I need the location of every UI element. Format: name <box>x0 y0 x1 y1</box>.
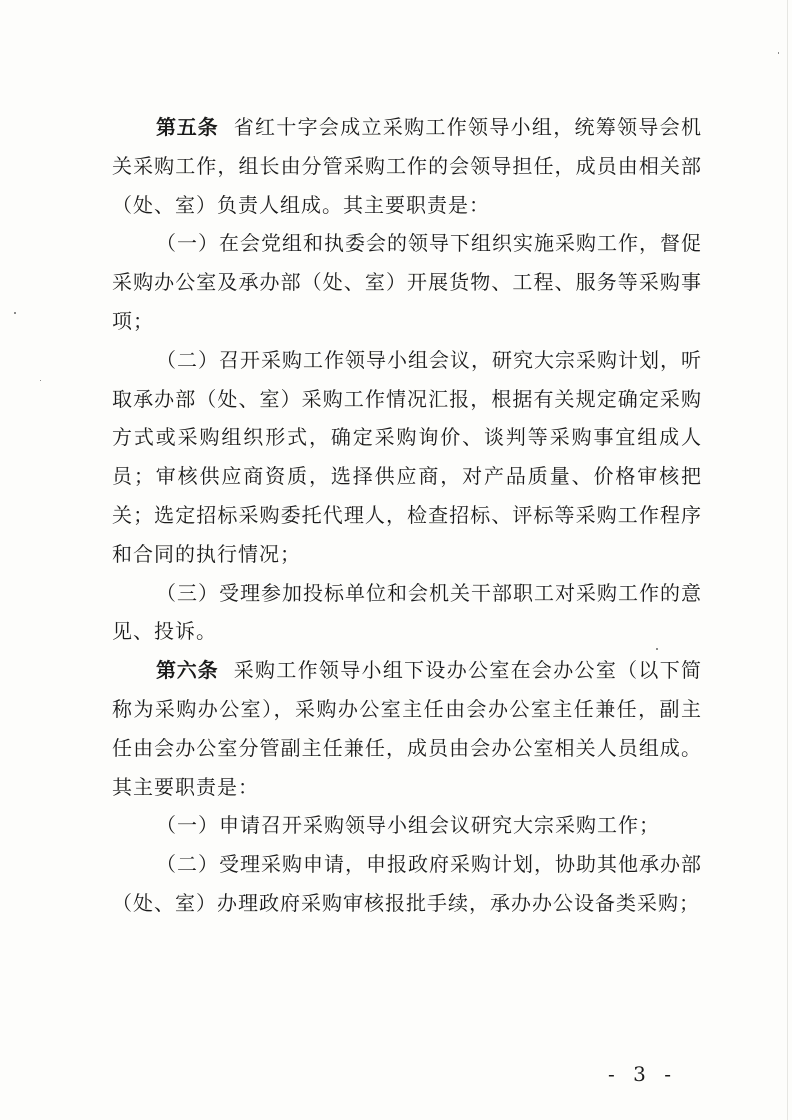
article-6-item-2: （二）受理采购申请，申报政府采购计划，协助其他承办部（处、室）办理政府采购审核报批手续，承办办公设备类采购； <box>112 852 702 915</box>
scan-edge <box>787 0 788 1120</box>
article-5-item-3: （三）受理参加投标单位和会机关干部职工对采购工作的意见、投诉。 <box>112 580 702 644</box>
scan-speck <box>14 312 16 314</box>
article-5 <box>112 108 702 224</box>
article-5-item-2: （二）召开采购工作领导小组会议，研究大宗采购计划，听取承办部（处、室）采购工作情况汇报，根据有关规定确定采购方式或采购组织形式，确定采购询价、谈判等采购事宜组成人员；审核供应商资质，选择供应商，对产品质量、价格审核把关；选定招标采购委托代理人，检查招标、评标等采购工作程序和合同的执行情况； <box>112 347 702 566</box>
scan-speck <box>778 52 779 54</box>
scan-speck <box>40 380 41 381</box>
article-6-text: 采购工作领导小组下设办公室在会办公室（以下简称为采购办公室），采购办公室主任由会办公室主任兼任，副主任由会办公室分管副主任兼任，成员由会办公室相关人员组成。其主要职责是： <box>112 658 703 799</box>
article-6-item-1: （一）申请召开采购领导小组会议研究大宗采购工作； <box>156 813 660 838</box>
article-6-title: 第六条 <box>156 658 219 683</box>
article-6 <box>112 651 702 806</box>
scan-speck <box>656 648 658 650</box>
article-5-item-1: （一）在会党组和执委会的领导下组织实施采购工作，督促采购办公室及承办部（处、室）开展货物、工程、服务等采购事项； <box>112 231 702 333</box>
article-5-text: 省红十字会成立采购工作领导小组，统筹领导会机关采购工作，组长由分管采购工作的会领导担任，成员由相关部（处、室）负责人组成。其主要职责是： <box>112 115 703 217</box>
document-body <box>112 108 702 923</box>
article-5-title: 第五条 <box>156 115 219 139</box>
page-number: - 3 - <box>608 1062 677 1086</box>
